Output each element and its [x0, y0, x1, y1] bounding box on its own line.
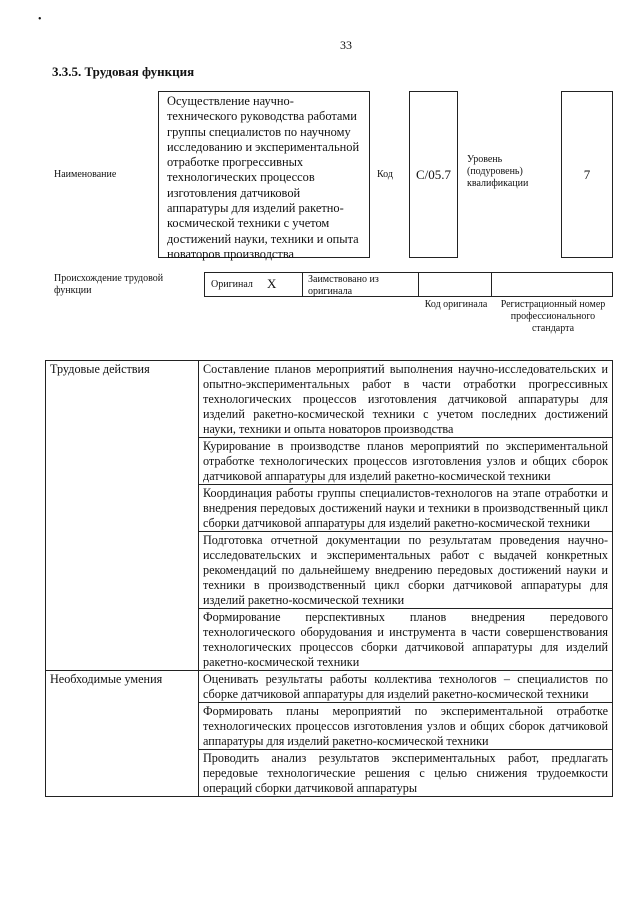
action-item: Координация работы группы специалистов-технологов на этапе отработки и внедрения передовых достижений науки и техники в производственный цикл сборки датчиковой аппаратуры для изделий ракетно-космической техники	[199, 485, 613, 532]
function-table	[45, 360, 613, 797]
action-item: Курирование в производстве планов мероприятий по экспериментальной отработке технологических процессов изготовления узлов и общих сборок датчиковой аппаратуры для изделий ракетно-космической техники	[199, 438, 613, 485]
action-item: Подготовка отчетной документации по результатам проведения научно-исследовательских и экспериментальных работ с выдачей конкретных рекомендаций по дальнейшему внедрению передовых достижений науки и техники в производственный цикл сборки датчиковой аппаратуры для изделий ракетно-космической техники	[199, 532, 613, 609]
section-title: 3.3.5. Трудовая функция	[52, 64, 195, 79]
origin-label: Происхождение трудовой функции	[54, 273, 164, 296]
code-value: C/05.7	[415, 166, 452, 182]
borrowed-box	[302, 272, 419, 297]
skills-label: Необходимые умения	[46, 671, 199, 797]
name-label: Наименование	[54, 169, 117, 180]
level-label: Уровень (подуровень) квалификации	[467, 154, 529, 189]
level-value: 7	[583, 166, 591, 182]
page-number: 33	[340, 38, 352, 52]
code-box	[409, 91, 458, 258]
corner-mark: •	[38, 14, 42, 25]
borrowed-label: Заимствовано из оригинала	[308, 274, 379, 297]
skill-item: Оценивать результаты работы коллектива технологов – специалистов по сборке датчиковой аппаратуры для изделий ракетно-космической техники	[199, 671, 613, 703]
function-name-box	[158, 91, 370, 261]
code-original-caption: Код оригинала	[424, 299, 488, 310]
code-original-box	[418, 272, 492, 297]
skill-item: Проводить анализ результатов экспериментальных работ, предлагать передовые технологические решения с целью снижения трудоемкости операций сборки датчиковой аппаратуры	[199, 750, 613, 797]
action-item: Составление планов мероприятий выполнения научно-исследовательских и опытно-экспериментальных работ в части отработки прогрессивных технологических процессов изготовления датчиковой аппаратуры для изделий ракетно-космической техники с учетом последних достижений науки, техники и опыта новаторов производства	[199, 361, 613, 438]
original-label: Оригинал	[211, 279, 253, 290]
table-row	[46, 671, 613, 703]
reg-number-box	[491, 272, 613, 297]
level-box	[561, 91, 613, 258]
table-row	[46, 361, 613, 438]
skill-item: Формировать планы мероприятий по экспериментальной отработке технологических процессов изготовления узлов и общих сборок датчиковой аппаратуры для изделий ракетно-космической техники	[199, 703, 613, 750]
original-box	[204, 272, 303, 297]
actions-label: Трудовые действия	[46, 361, 199, 671]
original-mark: X	[267, 276, 277, 291]
action-item: Формирование перспективных планов внедрения передового технологического оборудования и инструмента в части совершенствования технологических процессов сборки датчиковой аппаратуры для изделий ракетно-космической техники	[199, 609, 613, 671]
function-name: Осуществление научно-технического руководства работами группы специалистов по научному исследованию и экспериментальной отработке прогрессивных технологических процессов изготовления датчиковой аппаратуры для изделий ракетно-космической техники с учетом достижений науки, техники и опыта новаторов производства	[167, 94, 360, 261]
code-label: Код	[377, 169, 393, 180]
reg-number-caption: Регистрационный номер профессионального стандарта	[500, 299, 606, 334]
